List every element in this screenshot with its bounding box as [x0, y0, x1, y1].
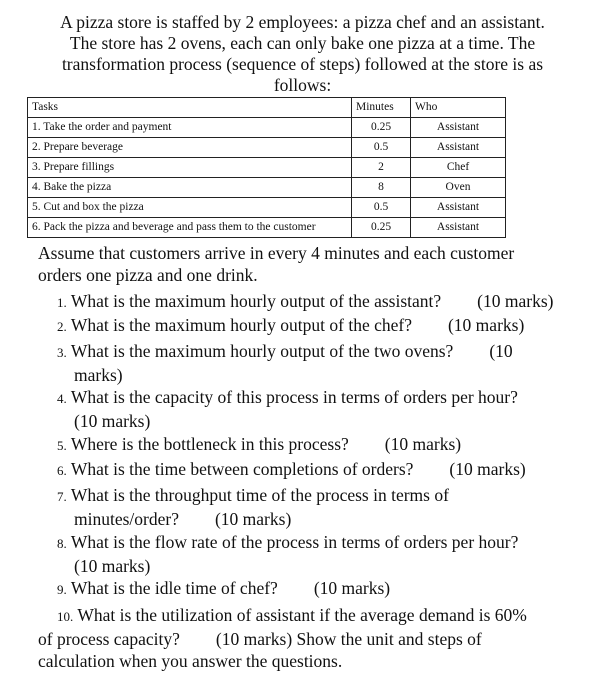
question-marks: (10 marks) [74, 411, 151, 431]
table-row [28, 118, 506, 138]
question-text: What is the maximum hourly output of the chef? [70, 315, 412, 335]
minutes-cell: 0.5 [352, 138, 411, 158]
question-marks: (10 marks) [449, 459, 526, 479]
question-text-continued: of process capacity? [38, 629, 180, 649]
header-tasks: Tasks [28, 98, 352, 118]
question-marks-continued: marks) [74, 365, 123, 385]
intro-line-1: A pizza store is staffed by 2 employees: a pizza chef and an assistant. [60, 12, 545, 32]
minutes-cell: 0.5 [352, 198, 411, 218]
question-number: 3. [57, 345, 67, 360]
question-text: Where is the bottleneck in this process? [70, 434, 349, 454]
question-marks: (10 marks) [313, 578, 391, 598]
question-text-continued: minutes/order? [74, 509, 179, 529]
question-number: 2. [57, 319, 67, 334]
question-5 [57, 433, 461, 457]
assume-line-2: orders one pizza and one drink. [38, 265, 258, 285]
table-header-row [28, 98, 506, 118]
who-cell: Assistant [411, 198, 506, 218]
assume-line-1: Assume that customers arrive in every 4 minutes and each customer [38, 243, 515, 263]
question-marks: (10 marks) [74, 556, 151, 576]
question-marks: (10 marks) [477, 291, 554, 311]
question-text: What is the maximum hourly output of the two ovens? [70, 341, 454, 361]
question-number: 7. [57, 489, 67, 504]
task-cell: 1. Take the order and payment [28, 118, 352, 138]
table-row [28, 158, 506, 178]
task-cell: 6. Pack the pizza and beverage and pass them to the customer [28, 218, 352, 238]
question-text: What is the maximum hourly output of the assistant? [70, 291, 442, 311]
task-cell: 2. Prepare beverage [28, 138, 352, 158]
table-row [28, 218, 506, 238]
problem-intro [30, 12, 575, 96]
task-cell: 4. Bake the pizza [28, 178, 352, 198]
process-steps-table [27, 97, 506, 238]
question-1 [57, 290, 553, 314]
question-number: 9. [57, 582, 67, 597]
question-marks: (10 marks) [447, 315, 525, 335]
who-cell: Assistant [411, 218, 506, 238]
question-6 [57, 458, 526, 482]
table-row [28, 198, 506, 218]
question-2 [57, 314, 524, 338]
question-8 [57, 531, 597, 577]
intro-line-2: The store has 2 ovens, each can only bake one pizza at a time. The [69, 33, 536, 53]
question-text: What is the capacity of this process in terms of orders per hour? [70, 387, 518, 407]
minutes-cell: 2 [352, 158, 411, 178]
question-text: What is the time between completions of orders? [70, 459, 414, 479]
question-4 [57, 386, 597, 432]
question-3 [57, 340, 597, 386]
header-minutes: Minutes [352, 98, 411, 118]
assumption-text [38, 242, 568, 286]
who-cell: Assistant [411, 138, 506, 158]
question-number: 10. [57, 609, 74, 624]
header-who: Who [411, 98, 506, 118]
question-9 [57, 577, 390, 601]
question-text: What is the throughput time of the process in terms of [70, 485, 449, 505]
minutes-cell: 0.25 [352, 118, 411, 138]
question-marks: (10 [489, 341, 513, 361]
question-marks: (10 marks) [384, 434, 462, 454]
instruction-text: calculation when you answer the questions. [38, 651, 343, 671]
question-text: What is the idle time of chef? [70, 578, 278, 598]
who-cell: Chef [411, 158, 506, 178]
task-cell: 5. Cut and box the pizza [28, 198, 352, 218]
question-marks: (10 marks) Show the unit and steps of [215, 629, 482, 649]
question-7 [57, 484, 597, 530]
intro-line-4: follows: [273, 75, 332, 95]
who-cell: Assistant [411, 118, 506, 138]
question-text: What is the flow rate of the process in terms of orders per hour? [70, 532, 519, 552]
who-cell: Oven [411, 178, 506, 198]
question-text: What is the utilization of assistant if the average demand is 60% [77, 605, 527, 625]
question-number: 4. [57, 391, 67, 406]
task-cell: 3. Prepare fillings [28, 158, 352, 178]
intro-line-3: transformation process (sequence of steps) followed at the store is as [61, 54, 544, 74]
table-row [28, 178, 506, 198]
question-number: 1. [57, 295, 67, 310]
question-number: 8. [57, 536, 67, 551]
question-10 [38, 604, 598, 672]
question-marks: (10 marks) [214, 509, 292, 529]
table-row [28, 138, 506, 158]
question-number: 6. [57, 463, 67, 478]
minutes-cell: 0.25 [352, 218, 411, 238]
minutes-cell: 8 [352, 178, 411, 198]
question-number: 5. [57, 438, 67, 453]
